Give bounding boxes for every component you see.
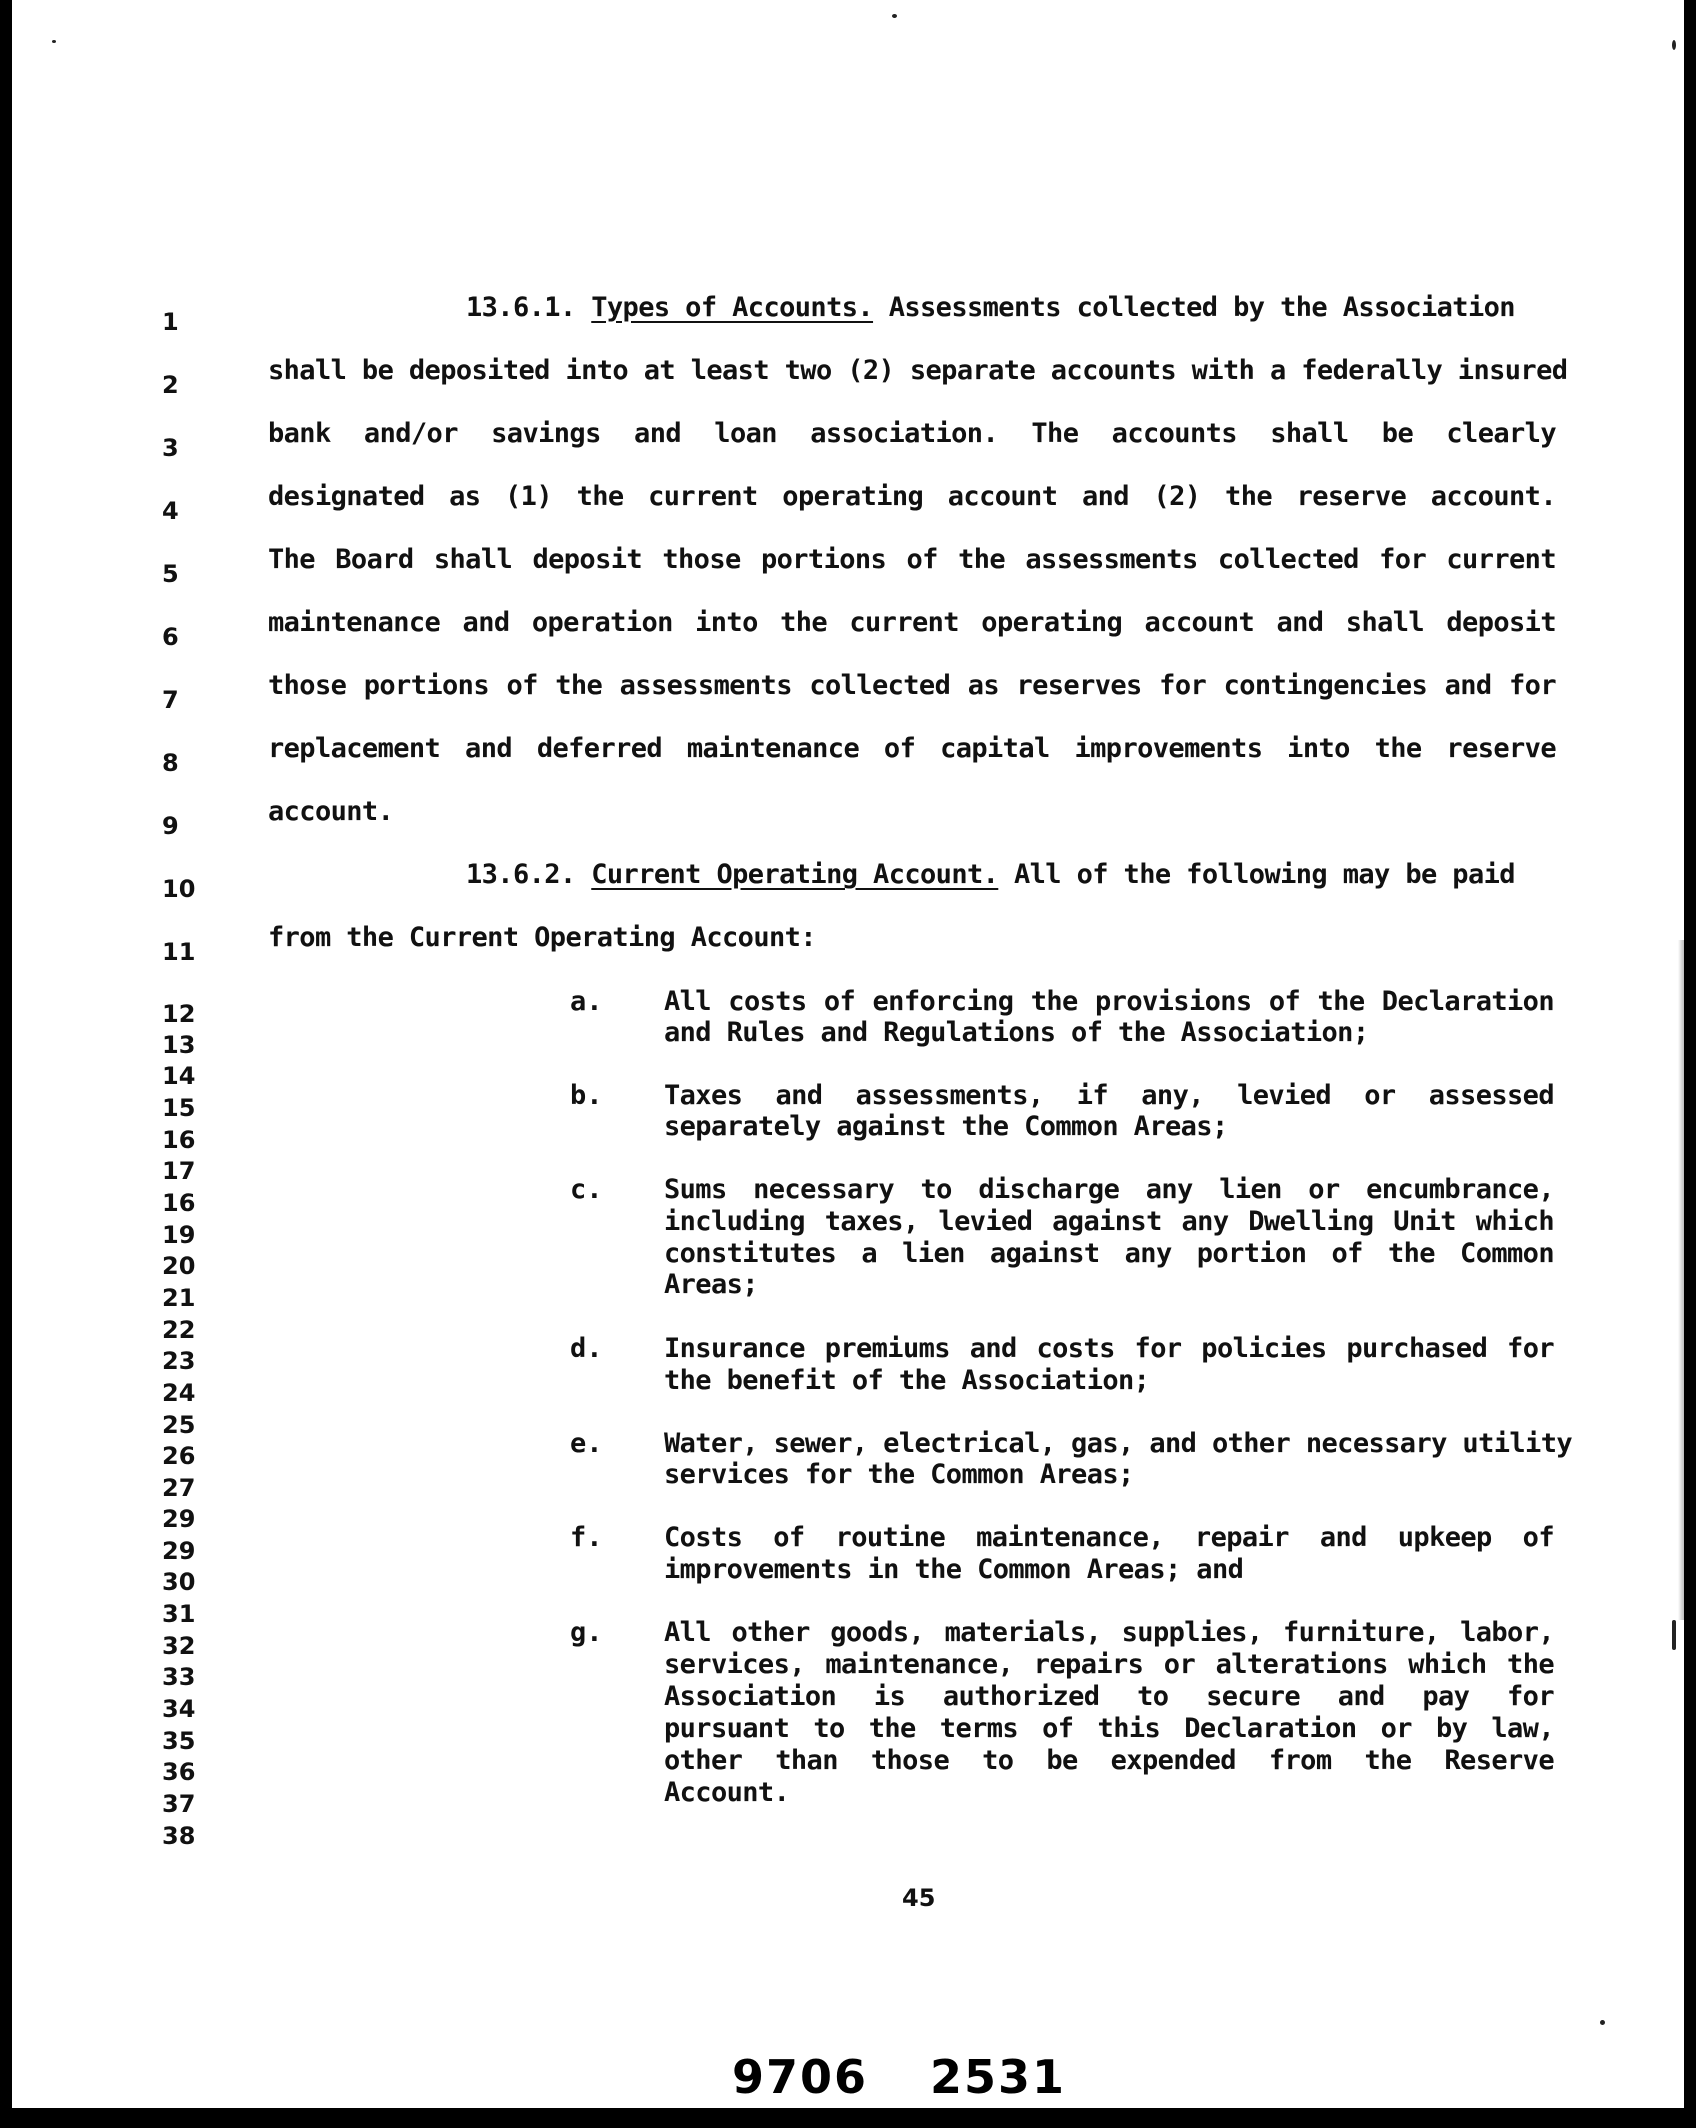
line-number: 32 (162, 1632, 196, 1660)
list-item-line: Sums necessary to discharge any lien or encumbrance, (664, 1174, 1554, 1205)
line-number: 30 (162, 1568, 196, 1596)
line-number: 13 (162, 1031, 196, 1059)
paragraph-line: The Board shall deposit those portions of the assessments collected for current (268, 544, 1556, 575)
section-number: 13.6.2. (466, 859, 576, 890)
line-number: 11 (162, 938, 196, 966)
line-number: 14 (162, 1062, 196, 1090)
line-number: 16 (162, 1126, 196, 1154)
line-number: 17 (162, 1157, 196, 1185)
line-number: 8 (162, 749, 179, 777)
line-number: 7 (162, 686, 179, 714)
line-number: 19 (162, 1221, 196, 1249)
list-item-line: including taxes, levied against any Dwelling Unit which (664, 1206, 1554, 1237)
scan-speck (1672, 40, 1676, 50)
document-id-number: 9706 (732, 2050, 869, 2104)
line-number: 20 (162, 1252, 196, 1280)
document-id-number: 2531 (930, 2050, 1067, 2104)
list-item-line: other than those to be expended from the Reserve (664, 1745, 1554, 1776)
list-item-line: improvements in the Common Areas; and (664, 1554, 1244, 1585)
line-number: 29 (162, 1505, 196, 1533)
line-number: 26 (162, 1442, 196, 1470)
paragraph-line: from the Current Operating Account: (268, 922, 816, 953)
section-heading: Types of Accounts. (591, 292, 874, 323)
line-number: 9 (162, 812, 179, 840)
section-number: 13.6.1. (466, 292, 576, 323)
line-number: 38 (162, 1822, 196, 1850)
line-number: 34 (162, 1695, 196, 1723)
line-number: 31 (162, 1600, 196, 1628)
section-first-line (466, 292, 1556, 323)
line-number: 6 (162, 623, 179, 651)
scan-speck (892, 14, 897, 18)
list-item-line: Areas; (664, 1269, 758, 1300)
list-item-marker: f. (570, 1522, 603, 1553)
line-number: 1 (162, 308, 179, 336)
line-number: 33 (162, 1663, 196, 1691)
section-first-line-text: All of the following may be paid (1013, 859, 1515, 890)
line-number: 24 (162, 1379, 196, 1407)
line-number: 23 (162, 1347, 196, 1375)
list-item-line: separately against the Common Areas; (664, 1111, 1228, 1142)
line-number: 27 (162, 1474, 196, 1502)
list-item-marker: b. (570, 1080, 603, 1111)
list-item-line: the benefit of the Association; (664, 1365, 1150, 1396)
list-item-line: Taxes and assessments, if any, levied or assessed (664, 1080, 1554, 1111)
list-item-line: Water, sewer, electrical, gas, and other necessary utility (664, 1428, 1573, 1459)
line-number: 4 (162, 497, 179, 525)
line-number: 5 (162, 560, 179, 588)
list-item-line: All costs of enforcing the provisions of the Declaration (664, 986, 1554, 1017)
scan-speck (52, 40, 56, 43)
section-first-line-text: Assessments collected by the Association (888, 292, 1515, 323)
paragraph-line: account. (268, 796, 394, 827)
list-item-line: and Rules and Regulations of the Association; (664, 1017, 1369, 1048)
list-item-line: Association is authorized to secure and pay for (664, 1681, 1554, 1712)
document-page (12, 0, 1684, 2108)
list-item-line: pursuant to the terms of this Declaration or by law, (664, 1713, 1554, 1744)
list-item-line: services for the Common Areas; (664, 1459, 1134, 1490)
list-item-line: All other goods, materials, supplies, furniture, labor, (664, 1617, 1554, 1648)
line-number: 15 (162, 1094, 196, 1122)
section-heading: Current Operating Account. (591, 859, 999, 890)
list-item-line: services, maintenance, repairs or alterations which the (664, 1649, 1554, 1680)
list-item-marker: g. (570, 1617, 603, 1648)
line-number: 35 (162, 1727, 196, 1755)
line-number: 37 (162, 1790, 196, 1818)
paragraph-line: designated as (1) the current operating account and (2) the reserve account. (268, 481, 1556, 512)
paragraph-line: bank and/or savings and loan association. The accounts shall be clearly (268, 418, 1556, 449)
line-number: 3 (162, 434, 179, 462)
line-number: 36 (162, 1758, 196, 1786)
paragraph-line: shall be deposited into at least two (2) separate accounts with a federally insured (268, 355, 1568, 386)
list-item-marker: e. (570, 1428, 603, 1459)
list-item-line: Account. (664, 1777, 790, 1808)
list-item-marker: c. (570, 1174, 603, 1205)
line-number: 25 (162, 1411, 196, 1439)
line-number: 10 (162, 875, 196, 903)
scan-edge-shadow (1678, 940, 1684, 1620)
paragraph-line: replacement and deferred maintenance of capital improvements into the reserve (268, 733, 1556, 764)
line-number: 29 (162, 1537, 196, 1565)
line-number: 21 (162, 1284, 196, 1312)
scan-speck (1600, 2020, 1605, 2025)
page-number: 45 (902, 1884, 936, 1912)
list-item-line: Costs of routine maintenance, repair and upkeep of (664, 1522, 1554, 1553)
list-item-marker: d. (570, 1333, 603, 1364)
line-number: 2 (162, 371, 179, 399)
line-number: 16 (162, 1189, 196, 1217)
paragraph-line: maintenance and operation into the current operating account and shall deposit (268, 607, 1556, 638)
line-number: 22 (162, 1316, 196, 1344)
line-number: 12 (162, 1000, 196, 1028)
section-first-line (466, 859, 1556, 890)
paragraph-line: those portions of the assessments collected as reserves for contingencies and for (268, 670, 1556, 701)
list-item-marker: a. (570, 986, 603, 1017)
scan-speck (1672, 1620, 1676, 1650)
list-item-line: constitutes a lien against any portion of the Common (664, 1238, 1554, 1269)
list-item-line: Insurance premiums and costs for policies purchased for (664, 1333, 1554, 1364)
